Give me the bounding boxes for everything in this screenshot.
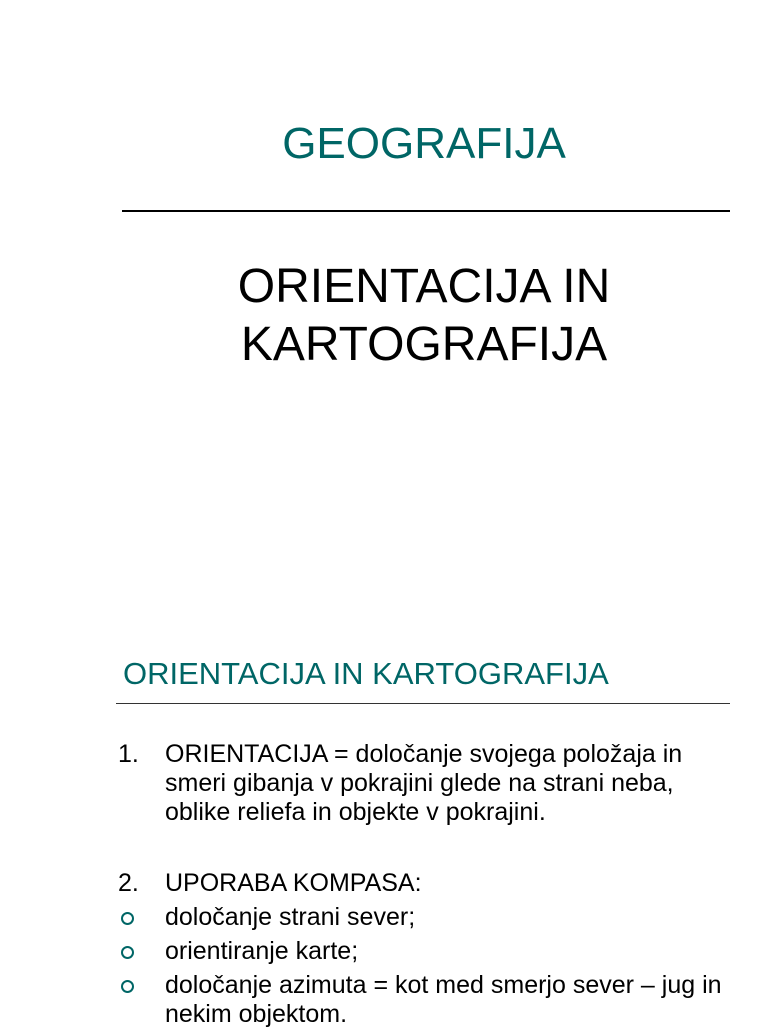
slide-heading: ORIENTACIJA IN KARTOGRAFIJA (123, 656, 609, 691)
bullet-text: orientiranje karte; (165, 937, 359, 965)
item-text: ORIENTACIJA = določanje svojega položaja in smeri gibanja v pokrajini glede na strani neba, oblike reliefa in objekte v pokrajini. (165, 740, 683, 826)
item-number: 2. (118, 869, 139, 897)
title-divider (122, 210, 730, 212)
subtitle-line-1: ORIENTACIJA IN (237, 260, 611, 313)
circle-bullet-icon (121, 946, 134, 959)
item-text: UPORABA KOMPASA: (165, 869, 422, 897)
item-number: 1. (118, 740, 139, 768)
bullet-text: določanje strani sever; (165, 903, 416, 931)
bullet-text: določanje azimuta = kot med smerjo sever – jug in nekim objektom. (165, 971, 722, 1028)
subtitle-line-2: KARTOGRAFIJA (240, 318, 608, 371)
heading-divider (116, 703, 730, 704)
slide-title: GEOGRAFIJA (282, 119, 566, 168)
slide-content (118, 740, 738, 1029)
numbered-item (118, 740, 738, 827)
circle-bullet-icon (121, 912, 134, 925)
numbered-item (118, 869, 738, 898)
circle-bullet-icon (121, 980, 134, 993)
bullet-item (118, 903, 738, 932)
slide-subtitle (120, 258, 728, 374)
bullet-item (118, 937, 738, 966)
bullet-item (118, 971, 738, 1029)
